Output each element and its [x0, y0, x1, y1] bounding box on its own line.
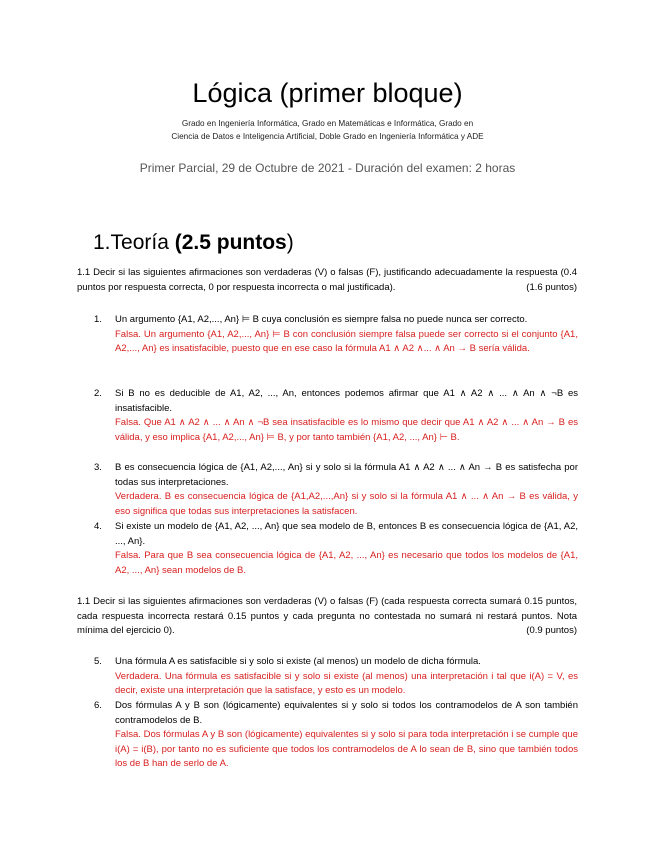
- item-number: 2.: [94, 388, 102, 399]
- item-question: B es consecuencia lógica de {A1, A2,..., An} si y solo si la fórmula A1 ∧ A2 ∧ ... ∧ An → B es satisfecha por todas sus interpretaciones.: [115, 462, 578, 488]
- section-points: (2.5 puntos: [174, 231, 287, 254]
- item-question: Un argumento {A1, A2,..., An} ⊨ B cuya conclusión es siempre falsa no puede nunca ser correcto.: [115, 314, 528, 325]
- item-answer: Verdadera. B es consecuencia lógica de {A1,A2,...,An} si y solo si la fórmula A1 ∧ ... ∧ An → B es válida, y eso significa que todas sus interpretaciones la satisfacen.: [115, 491, 578, 517]
- degree-programs: [120, 117, 535, 143]
- item-answer: Falsa. Dos fórmulas A y B son (lógicamente) equivalentes si y solo si para toda interpretación i se cumple que i(A) = i(B), por tanto no es suficiente que todos los contramodelos de A lo sean de B, sino que también todos los de B han de serlo de A.: [115, 729, 578, 769]
- part1-statement-text: 1.1 Decir si las siguientes afirmaciones son verdaderas (V) o falsas (F), justificando adecuadamente la respuesta (0.4 puntos por respuesta correcta, 0 por respuesta incorrecta o mal justificada).: [77, 267, 577, 293]
- item-answer: Falsa. Que A1 ∧ A2 ∧ ... ∧ An ∧ ¬B sea insatisfacible es lo mismo que decir que A1 ∧ A2 ∧ ... ∧ An → B es válida, y eso implica {A1, A2,..., An} ⊨ B, y por tanto también {A1, A2, ..., An} ⊢ B.: [115, 417, 578, 443]
- item-question: Una fórmula A es satisfacible si y solo si existe (al menos) un modelo de dicha fórmula.: [115, 656, 481, 667]
- part2-points: (0.9 puntos): [526, 625, 577, 636]
- item-answer: Falsa. Para que B sea consecuencia lógica de {A1, A2, ..., An} es necesario que todos los modelos de {A1, A2, ..., An} sean modelos de B.: [115, 550, 578, 576]
- item-answer: Verdadera. Una fórmula es satisfacible si y solo si existe (al menos) una interpretación i tal que i(A) = V, es decir, existe una interpretación que la satisface, y esto es un modelo.: [115, 670, 578, 696]
- item-number: 5.: [94, 656, 102, 667]
- list-item: [94, 461, 578, 519]
- section-name: Teoría: [110, 231, 175, 254]
- item-question: Dos fórmulas A y B son (lógicamente) equivalentes si y solo si todos los contramodelos de A son también contramodelos de B.: [115, 700, 578, 726]
- item-number: 3.: [94, 462, 102, 473]
- item-number: 4.: [94, 521, 102, 532]
- item-question: Si B no es deducible de A1, A2, ..., An, entonces podemos afirmar que A1 ∧ A2 ∧ ... ∧ An ∧ ¬B es insatisfacible.: [115, 388, 578, 414]
- exam-info: Primer Parcial, 29 de Octubre de 2021 - Duración del examen: 2 horas: [139, 161, 516, 175]
- item-number: 6.: [94, 700, 102, 711]
- list-item: [94, 387, 578, 445]
- list-item: [94, 655, 578, 699]
- list-item: [94, 520, 578, 578]
- list-item: [94, 699, 578, 772]
- item-question: Si existe un modelo de {A1, A2, ..., An} que sea modelo de B, entonces B es consecuencia lógica de {A1, A2, ..., An}.: [115, 521, 578, 547]
- item-number: 1.: [94, 314, 102, 325]
- degree-programs-line-2: Ciencia de Datos e Inteligencia Artificial, Doble Grado en Ingeniería Informática y ADE: [171, 132, 484, 141]
- part1-points: (1.6 puntos): [526, 281, 577, 293]
- list-item: [94, 313, 578, 357]
- page-title: Lógica (primer bloque): [192, 78, 463, 108]
- part2-statement-text: 1.1 Decir si las siguientes afirmaciones son verdaderas (V) o falsas (F) (cada respuesta correcta sumará 0.15 puntos, cada respuesta incorrecta restará 0.15 puntos y cada pregunta no contestada no sumará ni restará puntos. Nota mínima del ejercicio 0).: [77, 596, 577, 636]
- item-answer: Falsa. Un argumento {A1, A2,..., An} ⊨ B con conclusión siempre falsa puede ser correcto si el conjunto {A1, A2,..., An} es insatisfacible, puesto que en ese caso la fórmula A1 ∧ A2 ∧... ∧ An → B sería válida.: [115, 328, 578, 354]
- section-number: 1.: [93, 231, 111, 254]
- section-close: ): [286, 231, 294, 254]
- section-heading: [93, 229, 294, 257]
- part1-statement: [77, 266, 577, 295]
- degree-programs-line-1: Grado en Ingeniería Informática, Grado en Matemáticas e Informática, Grado en: [181, 119, 474, 128]
- part2-statement: [77, 595, 577, 639]
